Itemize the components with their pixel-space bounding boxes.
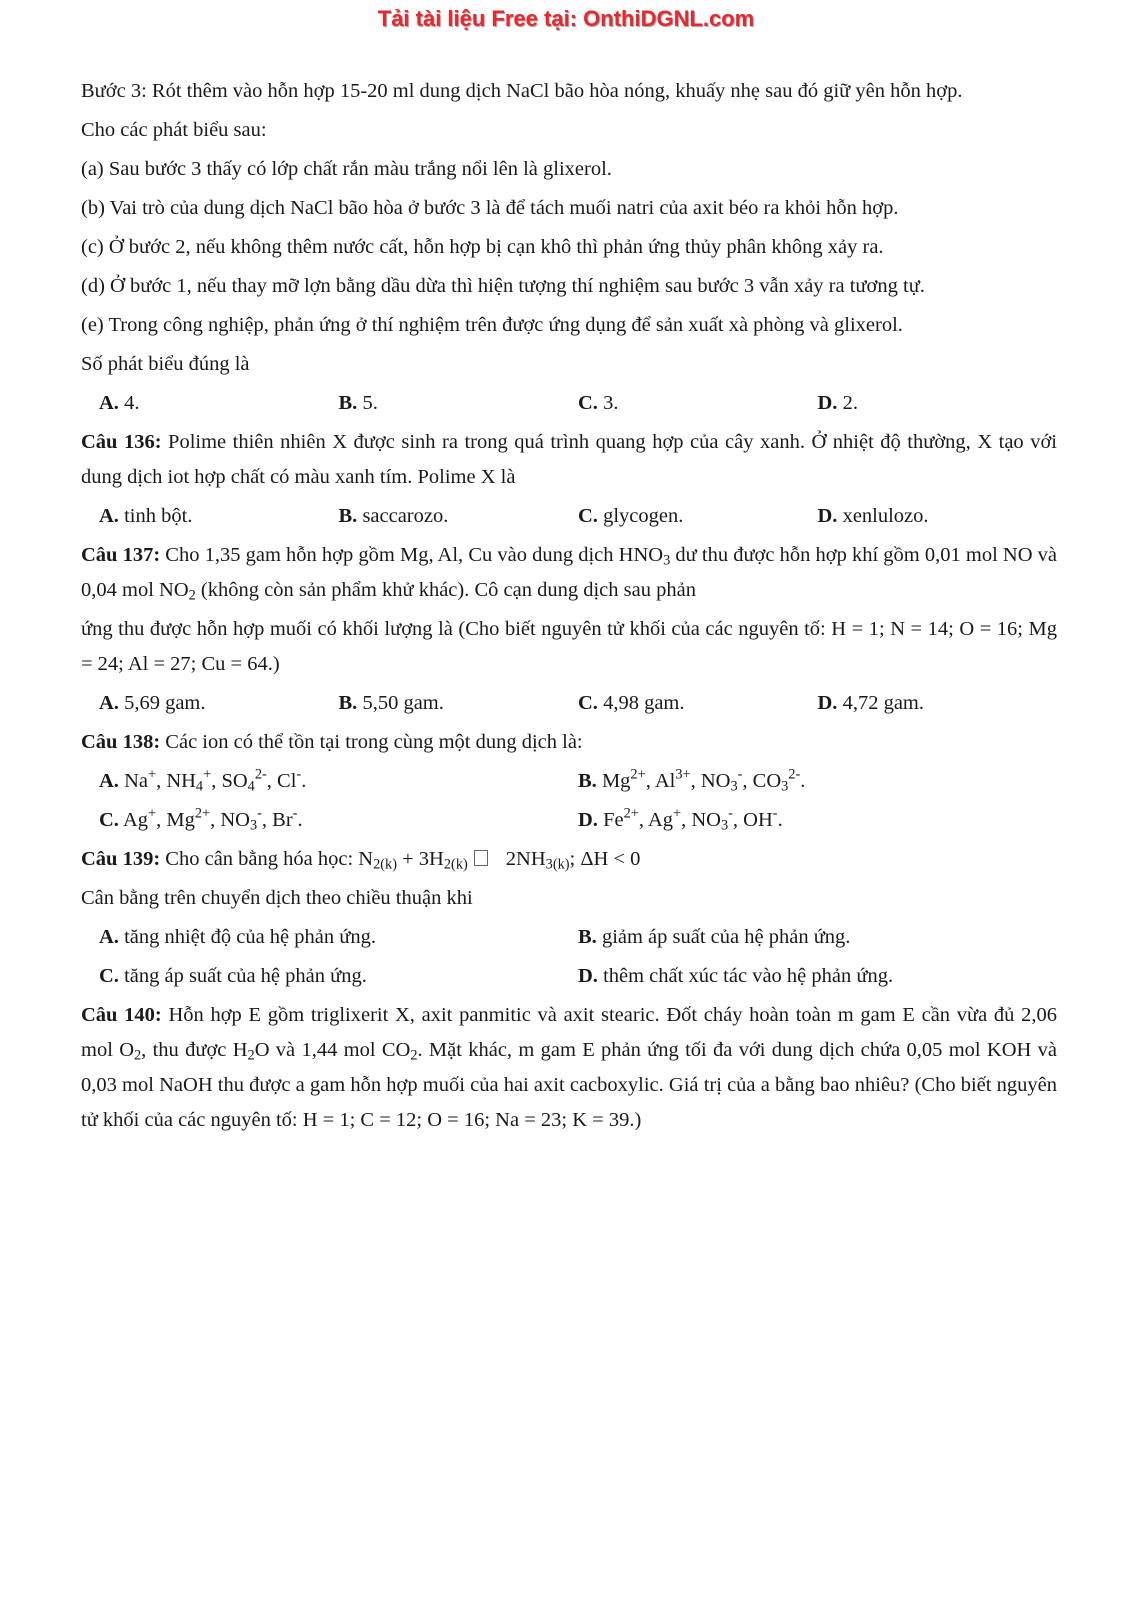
statement-a: (a) Sau bước 3 thấy có lớp chất rắn màu trắng nổi lên là glixerol. <box>81 158 612 180</box>
question-label: Câu 140: <box>81 1004 162 1026</box>
option-d: D. $Fe^{2+}$, Ag+, $NO_3^-$, OH-. <box>578 805 783 834</box>
option-b: B. $Mg^{2+}$, $Al^{3+}$, $NO_3^-$, $CO_3^{2-}$. <box>578 766 806 795</box>
option-d: D. xenlulozo. <box>817 505 929 527</box>
equilibrium-arrow-icon <box>474 850 488 866</box>
option-a: A. tinh bột. <box>99 505 193 527</box>
option-c: C. glycogen. <box>578 505 684 527</box>
ion-formula: $NH_4^+$, <box>166 766 222 795</box>
ion-formula: $Mg^{2+}$, <box>601 766 655 792</box>
option-b: B. 5. <box>338 392 378 414</box>
answer-options <box>99 959 1057 994</box>
question-label: Câu 137: <box>81 544 161 566</box>
ion-formula: $CO_3^{2-}$. <box>752 766 806 795</box>
option-a: A. Na+, $NH_4^+$, $SO_4^{2-}$, Cl-. <box>99 766 307 795</box>
statement-d: (d) Ở bước 1, nếu thay mỡ lợn bằng dầu dừa thì hiện tượng thí nghiệm sau bước 3 vẫn xảy ra tương tự. <box>81 275 925 297</box>
option-d: D. 2. <box>817 392 858 414</box>
option-d: D. thêm chất xúc tác vào hệ phản ứng. <box>578 965 894 987</box>
question-label: Câu 136: <box>81 431 162 453</box>
ion-formula: $Fe^{2+}$, <box>603 805 648 831</box>
question-ask: Số phát biểu đúng là <box>81 353 250 375</box>
question-label: Câu 138: <box>81 731 161 753</box>
ion-formula: Ag+, <box>647 805 692 831</box>
ion-formula: $Al^{3+}$, <box>654 766 701 792</box>
question-137-line2: ứng thu được hỗn hợp muối có khối lượng là (Cho biết nguyên tử khối của các nguyên tố: H = 1; N = 14; O = 16; Mg = 24; Al = 27; Cu = 64.) <box>81 618 1057 675</box>
option-a: A. tăng nhiệt độ của hệ phản ứng. <box>99 926 376 948</box>
ion-formula: $NO_3^-$, <box>220 805 273 834</box>
option-a: A. 5,69 gam. <box>99 692 206 714</box>
option-b: B. 5,50 gam. <box>338 692 444 714</box>
ion-formula: Ag+, <box>122 805 167 831</box>
ion-formula: Cl-. <box>277 766 307 792</box>
ion-formula: Na+, <box>124 766 167 792</box>
question-140: Câu 140: Hỗn hợp E gồm triglixerit X, axit panmitic và axit stearic. Đốt cháy hoàn toàn m gam E cần vừa đủ 2,06 mol $O_2$, thu được $H_2O$ và 1,44 mol $CO_2$. Mặt khác, m gam E phản ứng tối đa với dung dịch chứa 0,05 mol KOH và 0,03 mol NaOH thu được a gam hỗn hợp muối của hai axit cacboxylic. Giá trị của a bằng bao nhiêu? (Cho biết nguyên tử khối của các nguyên tố: H = 1; C = 12; O = 16; Na = 23; K = 39.) <box>81 1004 1057 1131</box>
option-a: A. 4. <box>99 392 140 414</box>
answer-options <box>99 764 1057 799</box>
question-137: Câu 137: Cho 1,35 gam hỗn hợp gồm Mg, Al, Cu vào dung dịch $HNO_3$ dư thu được hỗn hợp khí gồm 0,01 mol NO và 0,04 mol $NO_2$ (không còn sản phẩm khử khác). Cô cạn dung dịch sau phản <box>81 544 1057 604</box>
answer-options <box>99 803 1057 838</box>
option-d: D. 4,72 gam. <box>817 692 924 714</box>
ion-formula: Br-. <box>272 805 303 831</box>
page-header: Tải tài liệu Free tại: OnthiDGNL.com <box>377 6 755 31</box>
question-139-line2: Cân bằng trên chuyển dịch theo chiều thuận khi <box>81 887 473 909</box>
ion-formula: $NO_3^-$, <box>691 805 744 834</box>
ion-formula: OH-. <box>743 805 783 831</box>
question-136: Câu 136: Polime thiên nhiên X được sinh ra trong quá trình quang hợp của cây xanh. Ở nhiệt độ thường, X tạo với dung dịch iot hợp chất có màu xanh tím. Polime X là <box>81 431 1057 488</box>
ion-formula: $SO_4^{2-}$, <box>221 766 278 795</box>
document-body <box>81 74 1057 1142</box>
ion-formula: $NO_3^-$, <box>700 766 753 795</box>
statements-prompt: Cho các phát biểu sau: <box>81 119 267 141</box>
question-138: Câu 138: Các ion có thể tồn tại trong cùng một dung dịch là: <box>81 731 583 753</box>
answer-options <box>99 386 1057 421</box>
question-label: Câu 139: <box>81 848 161 870</box>
option-b: B. giảm áp suất của hệ phản ứng. <box>578 926 851 948</box>
ion-formula: $Mg^{2+}$, <box>166 805 221 831</box>
question-139: Câu 139: Cho cân bằng hóa học: $N_{2(k)} + 3H_{2(k)}$ $2NH_{3(k)}$; ΔH < 0 <box>81 848 641 873</box>
option-c: C. 4,98 gam. <box>578 692 685 714</box>
option-c: C. 3. <box>578 392 619 414</box>
statement-c: (c) Ở bước 2, nếu không thêm nước cất, hỗn hợp bị cạn khô thì phản ứng thủy phân không xảy ra. <box>81 236 884 258</box>
statement-b: (b) Vai trò của dung dịch NaCl bão hòa ở bước 3 là để tách muối natri của axit béo ra khỏi hỗn hợp. <box>81 197 899 219</box>
option-c: C. Ag+, $Mg^{2+}$, $NO_3^-$, Br-. <box>99 805 303 834</box>
option-c: C. tăng áp suất của hệ phản ứng. <box>99 965 367 987</box>
option-b: B. saccarozo. <box>338 505 449 527</box>
statement-e: (e) Trong công nghiệp, phản ứng ở thí nghiệm trên được ứng dụng để sản xuất xà phòng và glixerol. <box>81 314 903 336</box>
step3-text: Bước 3: Rót thêm vào hỗn hợp 15-20 ml dung dịch NaCl bão hòa nóng, khuấy nhẹ sau đó giữ yên hỗn hợp. <box>81 80 963 102</box>
answer-options <box>99 686 1057 721</box>
answer-options <box>99 499 1057 534</box>
answer-options <box>99 920 1057 955</box>
